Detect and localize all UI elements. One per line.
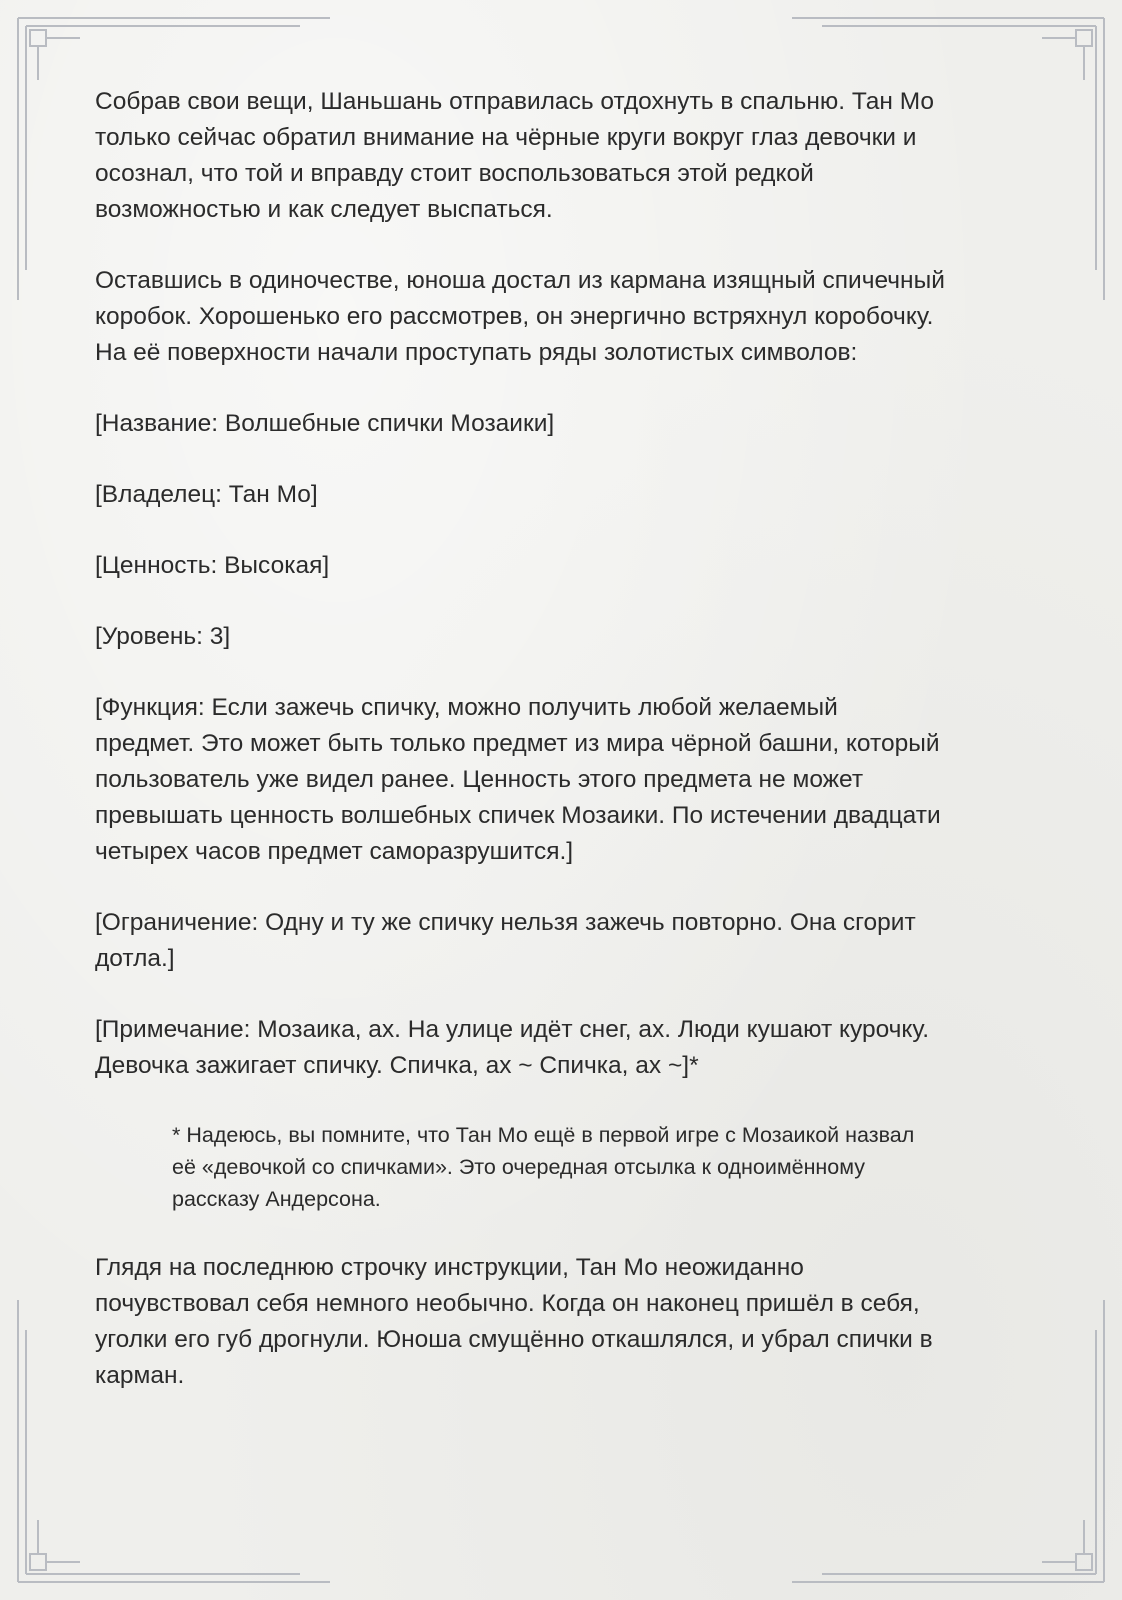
item-restriction-line: [Ограничение: Одну и ту же спичку нельзя зажечь повторно. Она сгорит дотла.] — [95, 909, 916, 972]
item-owner-line: [Владелец: Тан Мо] — [95, 481, 318, 508]
item-note-line: [Примечание: Мозаика, ах. На улице идёт снег, ах. Люди кушают курочку. Девочка зажигает спичку. Спичка, ах ~ Спичка, ах ~]* — [95, 1016, 930, 1079]
paragraph-matchbox: Оставшись в одиночестве, юноша достал из кармана изящный спичечный коробок. Хорошенько его рассмотрев, он энергично встряхнул коробочку. На её поверхности начали проступать ряды золотистых символов: — [95, 267, 945, 366]
item-function-line: [Функция: Если зажечь спичку, можно получить любой желаемый предмет. Это может быть только предмет из мира чёрной башни, который пользователь уже видел ранее. Ценность этого предмета не может превышать ценность волшебных спичек Мозаики. По истечении двадцати четырех часов предмет саморазрушится.] — [95, 694, 941, 865]
item-value-line: [Ценность: Высокая] — [95, 552, 330, 579]
item-level-line: [Уровень: 3] — [95, 623, 231, 650]
document-body — [95, 84, 1040, 1429]
item-name-line: [Название: Волшебные спички Мозаики] — [95, 410, 555, 437]
paragraph-last-line-reaction: Глядя на последнюю строчку инструкции, Тан Мо неожиданно почувствовал себя немного необычно. Когда он наконец пришёл в себя, уголки его губ дрогнули. Юноша смущённо откашлялся, и убрал спички в карман. — [95, 1254, 933, 1389]
footnote: * Надеюсь, вы помните, что Тан Мо ещё в первой игре с Мозаикой назвал её «девочкой со спичками». Это очередная отсылка к одноимённому рассказу Андерсона. — [172, 1123, 915, 1211]
paragraph-shanshan-rest: Собрав свои вещи, Шаньшань отправилась отдохнуть в спальню. Тан Мо только сейчас обратил внимание на чёрные круги вокруг глаз девочки и осознал, что той и вправду стоит воспользоваться этой редкой возможностью и как следует выспаться. — [95, 88, 935, 223]
